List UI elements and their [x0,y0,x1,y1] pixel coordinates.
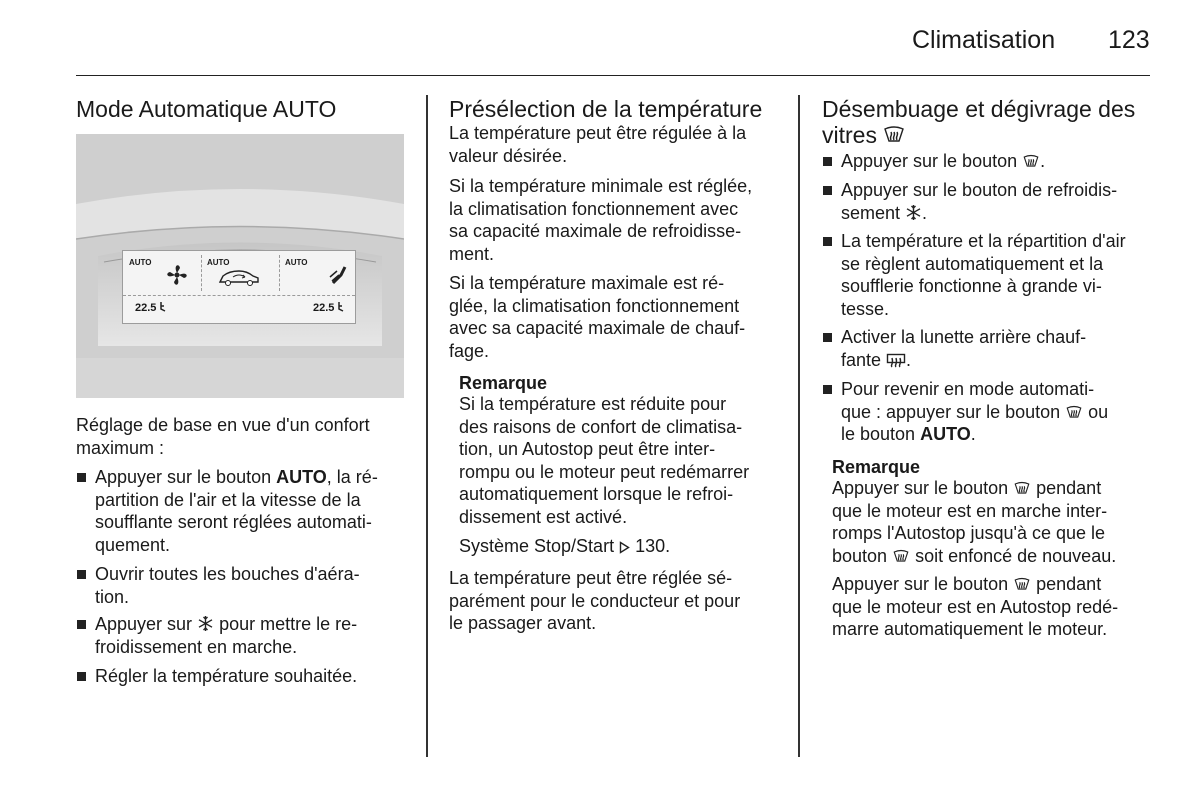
note-heading: Remarque [459,373,548,393]
car-recirculation-icon [217,267,261,287]
seat-heat-icon [159,301,166,313]
windshield-defrost-icon [1022,154,1040,169]
section-title: Climatisation [912,26,1056,54]
climate-display-figure [76,134,404,398]
note-heading: Remarque [832,457,921,477]
list-item: Pour revenir en mode automati- que : appuyer sur le bouton ou le bouton AUTO. [822,378,1108,446]
snowflake-icon [905,204,922,221]
display-cell-recirculation [203,255,280,291]
display-divider [123,295,355,296]
rear-window-defrost-icon [886,353,906,368]
note-text: Si la température est réduite pour des raisons de confort de climatisa- tion, un Autostop peut être inter- rompu ou le moteur peut redémarrer automatiquement lorsque le refroi- dissement est activé. [459,394,750,527]
arrow-reference-icon [619,541,630,554]
cross-reference-link[interactable]: Système Stop/Start 130. [459,536,671,556]
auto-keyword: AUTO [920,424,971,444]
paragraph: Si la température maximale est ré- glée, la climatisation fonctionnement avec sa capacité maximale de chauf- fage. [449,273,746,361]
temperature-right: 22.5 [313,301,344,314]
paragraph: La température peut être régulée à la valeur désirée. [449,123,747,166]
list-item: Appuyer sur le bouton de refroidis- sement . [822,179,1117,224]
list-item: Appuyer sur pour mettre le re- froidissement en marche. [76,613,357,658]
list-item: Activer la lunette arrière chauf- fante . [822,326,1086,371]
list-item: Appuyer sur le bouton AUTO, la ré- partition de l'air et la vitesse de la soufflante seront réglées automati- quement. [76,466,378,556]
auto-label: AUTO [129,258,152,267]
windshield-defrost-icon [1065,405,1083,420]
seat-heat-icon [337,301,344,313]
climate-display [122,250,356,324]
windshield-defrost-icon [892,549,910,564]
list-item: La température et la répartition d'air se règlent automatiquement et la soufflerie fonctionne à grande vi- tesse. [822,230,1126,320]
display-cell-distribution [281,255,357,291]
page-number: 123 [1108,26,1150,54]
display-cell-fan [125,255,202,291]
column-divider-1 [426,95,428,757]
heading-mode-auto: Mode Automatique AUTO [76,96,337,122]
auto-label: AUTO [285,258,308,267]
auto-keyword: AUTO [276,467,327,487]
windshield-defrost-icon [883,125,905,145]
windshield-defrost-icon [1013,577,1031,592]
heading-defrost: Désembuage et dégivrage des vitres [822,96,1136,148]
paragraph: Si la température minimale est réglée, la climatisation fonctionnement avec sa capacité maximale de refroidisse- ment. [449,176,753,264]
windshield-defrost-icon [1013,481,1031,496]
auto-label: AUTO [207,258,230,267]
note-text: Appuyer sur le bouton pendant que le moteur est en Autostop redé- marre automatiquement le moteur. [832,574,1119,639]
note-text: Appuyer sur le bouton pendant que le moteur est en marche inter- romps l'Autostop jusqu'à ce que le bouton soit enfoncé de nouveau. [832,478,1117,566]
header-rule [76,75,1150,76]
temperature-left: 22.5 [135,301,166,314]
air-distribution-icon [327,263,349,287]
column-divider-2 [798,95,800,757]
intro-text: Réglage de base en vue d'un confort maximum : [76,415,370,458]
list-item: Régler la température souhaitée. [76,665,357,688]
fan-icon [165,263,189,287]
list-item: Ouvrir toutes les bouches d'aéra- tion. [76,563,360,608]
paragraph: La température peut être réglée sé- parément pour le conducteur et pour le passager avant. [449,568,741,633]
list-item: Appuyer sur le bouton . [822,150,1045,173]
heading-temperature: Présélection de la température [449,96,763,122]
snowflake-icon [197,615,214,632]
